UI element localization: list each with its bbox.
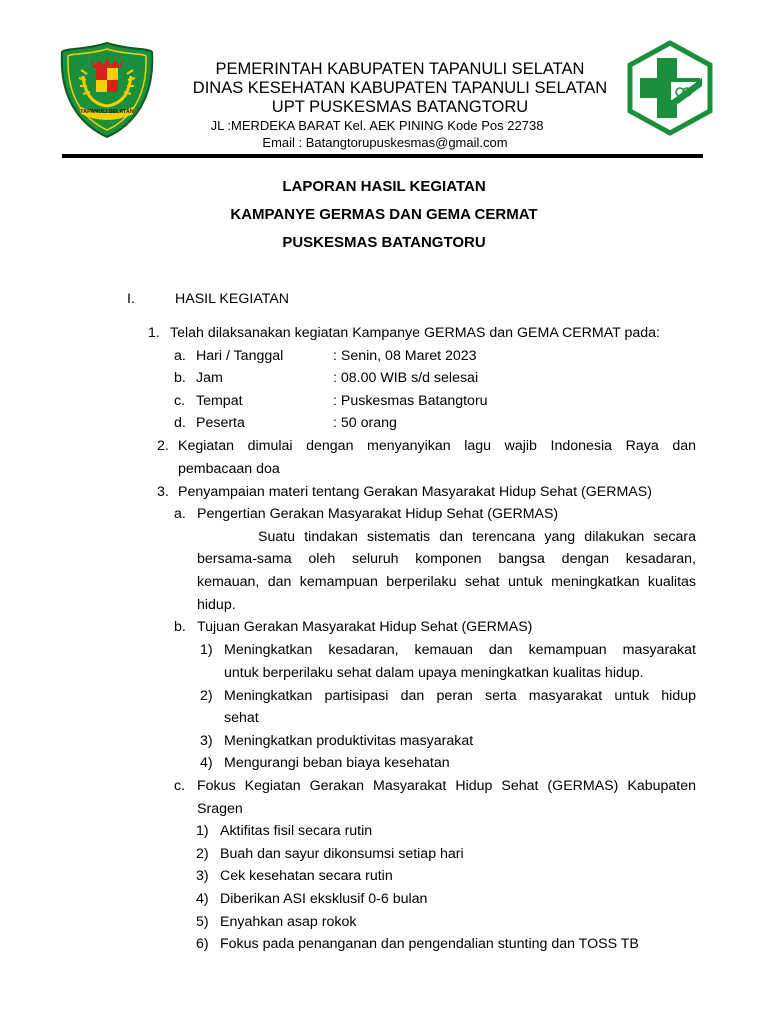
letterhead (160, 60, 640, 151)
list-item: Diberikan ASI eksklusif 0-6 bulan (220, 891, 428, 907)
item3-text: Penyampaian materi tentang Gerakan Masyarakat Hidup Sehat (GERMAS) (178, 484, 652, 500)
report-title-line1: LAPORAN HASIL KEGIATAN (282, 178, 486, 195)
detail-letter: d. (174, 415, 186, 431)
sub-letter: c. (174, 778, 186, 794)
letterhead-line1: PEMERINTAH KABUPATEN TAPANULI SELATAN (215, 60, 585, 78)
detail-label: Jam (196, 370, 223, 386)
list-item: untuk berperilaku sehat dalam upaya meningkatkan kualitas hidup. (224, 665, 644, 681)
report-title-line2: KAMPANYE GERMAS DAN GEMA CERMAT (230, 206, 538, 223)
list-item: Buah dan sayur dikonsumsi setiap hari (220, 846, 464, 862)
list-item: Mengurangi beban biaya kesehatan (224, 755, 450, 771)
list-number: 4) (196, 891, 209, 907)
definition-line: hidup. (197, 597, 236, 613)
sub-heading: Tujuan Gerakan Masyarakat Hidup Sehat (GERMAS) (197, 619, 533, 635)
letterhead-divider (62, 154, 703, 158)
definition-line: Suatu tindakan sistematis dan terencana yang dilakukan secara (258, 529, 696, 545)
sub-heading: Sragen (197, 801, 243, 817)
detail-value: : 08.00 WIB s/d selesai (333, 370, 479, 386)
detail-label: Hari / Tanggal (196, 348, 284, 364)
sub-letter: a. (174, 506, 186, 522)
detail-value: : Puskesmas Batangtoru (333, 393, 488, 409)
list-number: 1) (200, 642, 213, 658)
list-item: Meningkatkan partisipasi dan peran serta masyarakat untuk hidup (224, 688, 696, 704)
letterhead-email: Email : Batangtorupuskesmas@gmail.com (262, 135, 508, 150)
letterhead-line3: UPT PUSKESMAS BATANGTORU (271, 98, 529, 116)
list-item: sehat (224, 710, 259, 726)
detail-label: Tempat (196, 393, 243, 409)
list-item: Fokus pada penanganan dan pengendalian stunting dan TOSS TB (220, 936, 639, 952)
list-item: Aktifitas fisil secara rutin (220, 823, 373, 839)
detail-letter: b. (174, 370, 186, 386)
sub-letter: b. (174, 619, 186, 635)
sub-heading: Fokus Kegiatan Gerakan Masyarakat Hidup Sehat (GERMAS) Kabupaten (197, 778, 696, 794)
puskesmas-logo-icon (626, 40, 714, 136)
detail-letter: a. (174, 348, 186, 364)
report-title-line3: PUSKESMAS BATANGTORU (282, 234, 486, 251)
item3-number: 3. (157, 484, 169, 500)
list-number: 2) (200, 688, 213, 704)
detail-value: : 50 orang (333, 415, 397, 431)
detail-letter: c. (174, 393, 186, 409)
item1-text: Telah dilaksanakan kegiatan Kampanye GERMAS dan GEMA CERMAT pada: (170, 325, 660, 341)
list-item: Cek kesehatan secara rutin (220, 868, 393, 884)
list-number: 2) (196, 846, 209, 862)
definition-line: bersama-sama oleh seluruh komponen bangsa dengan kesadaran, (197, 551, 696, 567)
list-number: 4) (200, 755, 213, 771)
letterhead-line2: DINAS KESEHATAN KABUPATEN TAPANULI SELATAN (192, 79, 608, 97)
letterhead-address: JL :MERDEKA BARAT Kel. AEK PINING Kode Pos 22738 (210, 118, 544, 133)
item2-line1: Kegiatan dimulai dengan menyanyikan lagu wajib Indonesia Raya dan (178, 438, 696, 454)
definition-line: kemauan, dan kemampuan berperilaku sehat untuk meningkatkan kualitas (197, 574, 696, 590)
svg-text:TAPANULI SELATAN: TAPANULI SELATAN (80, 109, 134, 115)
list-number: 3) (196, 868, 209, 884)
list-number: 6) (196, 936, 209, 952)
item2-number: 2. (157, 438, 169, 454)
list-item: Enyahkan asap rokok (220, 914, 357, 930)
detail-label: Peserta (196, 415, 245, 431)
section-number: I. (127, 291, 135, 307)
list-number: 5) (196, 914, 209, 930)
item1-number: 1. (148, 325, 160, 341)
list-item: Meningkatkan produktivitas masyarakat (224, 733, 474, 749)
item2-line2: pembacaan doa (178, 461, 280, 477)
section-heading: HASIL KEGIATAN (175, 291, 290, 307)
list-number: 1) (196, 823, 209, 839)
detail-value: : Senin, 08 Maret 2023 (333, 348, 477, 364)
list-number: 3) (200, 733, 213, 749)
sub-heading: Pengertian Gerakan Masyarakat Hidup Sehat (GERMAS) (197, 506, 559, 522)
list-item: Meningkatkan kesadaran, kemauan dan kemampuan masyarakat (224, 642, 696, 658)
